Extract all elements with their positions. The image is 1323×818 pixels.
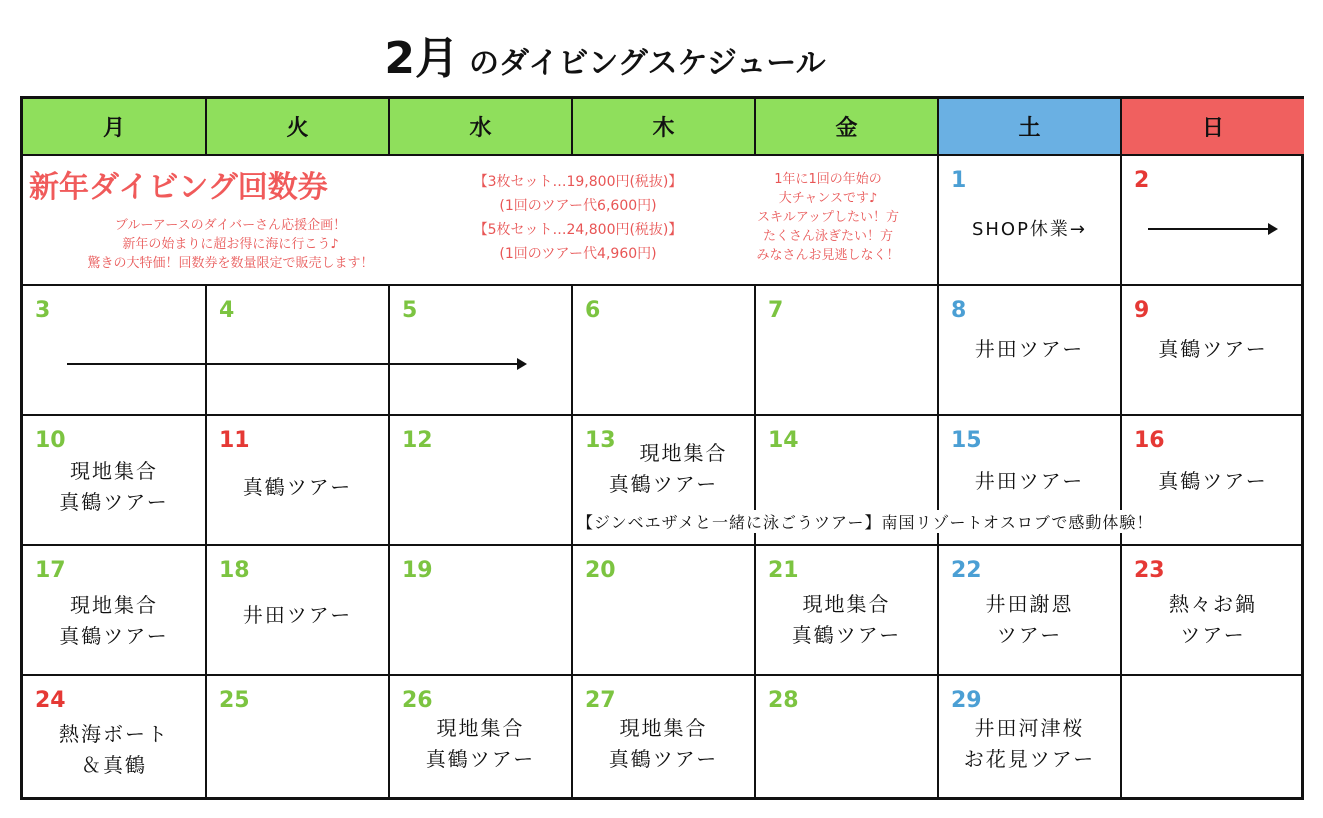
header-sun: 日	[1122, 99, 1304, 156]
event-text: 現地集合	[70, 593, 158, 617]
day-number: 8	[951, 298, 967, 323]
day-cell	[939, 676, 1122, 800]
day-number: 23	[1134, 558, 1165, 583]
event-text: 現地集合	[70, 459, 158, 483]
day-cell	[573, 546, 756, 676]
event-text: 真鶴ツアー	[791, 623, 902, 647]
page-title	[0, 22, 1210, 86]
day-number: 28	[768, 688, 799, 713]
header-thu: 木	[573, 99, 756, 156]
event-text: 真鶴ツアー	[1158, 337, 1268, 361]
day-cell	[23, 676, 207, 800]
day-number: 5	[402, 298, 418, 323]
day-cell	[207, 416, 390, 546]
event-text: 井田河津桜	[974, 716, 1085, 740]
event-text: SHOP休業→	[971, 219, 1088, 240]
promo-line: 新年の始まりに超お得に海に行こう♪	[122, 237, 339, 252]
day-number: 2	[1134, 168, 1150, 193]
day-cell	[1122, 286, 1304, 416]
day-cell	[1122, 156, 1304, 286]
event-text: 真鶴ツアー	[1158, 469, 1268, 493]
day-number: 25	[219, 688, 250, 713]
day-cell	[390, 416, 573, 546]
promo-line: 驚きの大特価！回数券を数量限定で販売します！	[87, 256, 374, 271]
event-text: ツアー	[1180, 623, 1246, 647]
title-rest: のダイビングスケジュール	[468, 46, 826, 81]
day-cell	[939, 156, 1122, 286]
day-cell	[23, 286, 207, 416]
day-number: 21	[768, 558, 799, 583]
event-text: ＆真鶴	[81, 753, 147, 777]
day-cell	[23, 416, 207, 546]
day-cell	[390, 546, 573, 676]
day-number: 9	[1134, 298, 1150, 323]
day-number: 15	[951, 428, 982, 453]
day-number: 3	[35, 298, 51, 323]
promo-price: 【3枚セット…19,800円(税抜)】	[473, 174, 683, 190]
day-cell	[207, 546, 390, 676]
header-fri: 金	[756, 99, 939, 156]
day-cell	[573, 676, 756, 800]
day-cell	[939, 286, 1122, 416]
event-text: 現地集合	[619, 716, 708, 740]
event-text: ツアー	[996, 623, 1063, 647]
event-text: 井田ツアー	[242, 603, 353, 627]
day-cell	[1122, 546, 1304, 676]
day-cell-empty	[1122, 676, 1304, 800]
event-text: 真鶴ツアー	[59, 490, 169, 514]
day-number: 7	[768, 298, 784, 323]
day-number: 6	[585, 298, 601, 323]
promo-price: 【5枚セット…24,800円(税抜)】	[473, 222, 683, 238]
event-text: 熱海ボート	[59, 722, 169, 746]
promo-note: 1年に1回の年始の	[774, 172, 882, 187]
promo-line: ブルーアースのダイバーさん応援企画！	[114, 218, 347, 233]
event-text: お花見ツアー	[963, 747, 1096, 771]
event-text: 現地集合	[802, 592, 891, 616]
day-number: 18	[219, 558, 250, 583]
day-number: 4	[219, 298, 235, 323]
day-cell	[756, 676, 939, 800]
event-text: 真鶴ツアー	[59, 624, 169, 648]
day-number: 11	[219, 428, 250, 453]
header-mon: 月	[23, 99, 207, 156]
event-text: 真鶴ツアー	[425, 747, 536, 771]
event-text: 真鶴ツアー	[242, 475, 353, 499]
day-cell	[756, 286, 939, 416]
promo-cell	[23, 156, 939, 286]
promo-note: 大チャンスです♪	[778, 191, 878, 206]
day-cell	[573, 286, 756, 416]
day-number: 24	[35, 688, 66, 713]
day-cell	[207, 676, 390, 800]
title-month: 2月	[384, 33, 459, 84]
header-tue: 火	[207, 99, 390, 156]
day-number: 22	[951, 558, 982, 583]
day-number: 13	[585, 428, 616, 453]
day-number: 19	[402, 558, 433, 583]
event-text: 井田ツアー	[974, 337, 1085, 361]
day-cell	[756, 546, 939, 676]
header-wed: 水	[390, 99, 573, 156]
closed-arrow	[1148, 228, 1276, 230]
promo-price: (1回のツアー代6,600円)	[499, 198, 657, 214]
promo-price: (1回のツアー代4,960円)	[499, 246, 657, 262]
day-number: 29	[951, 688, 982, 713]
day-number: 16	[1134, 428, 1165, 453]
day-number: 17	[35, 558, 66, 583]
closed-arrow	[67, 363, 525, 365]
day-number: 1	[951, 168, 967, 193]
event-text: 真鶴ツアー	[608, 747, 719, 771]
promo-note: たくさん泳ぎたい！方	[762, 229, 893, 244]
day-number: 27	[585, 688, 616, 713]
event-text: 真鶴ツアー	[608, 472, 719, 496]
day-cell	[939, 546, 1122, 676]
promo-note: スキルアップしたい！方	[757, 210, 899, 225]
event-text: 現地集合	[436, 716, 525, 740]
day-number: 14	[768, 428, 799, 453]
day-cell	[390, 676, 573, 800]
day-number: 10	[35, 428, 66, 453]
promo-note: みなさんお見逃しなく！	[756, 248, 900, 263]
tour-banner: 【ジンベエザメと一緒に泳ごうツアー】南国リゾートオスロブで感動体験！	[575, 510, 1155, 533]
event-text: 現地集合	[639, 441, 728, 465]
day-number: 20	[585, 558, 616, 583]
event-text: 井田謝恩	[985, 592, 1074, 616]
day-cell	[23, 546, 207, 676]
event-text: 井田ツアー	[974, 469, 1085, 493]
day-number: 12	[402, 428, 433, 453]
day-cell	[207, 286, 390, 416]
day-number: 26	[402, 688, 433, 713]
calendar-grid	[20, 96, 1304, 800]
promo-title: 新年ダイビング回数券	[29, 170, 328, 205]
event-text: 熱々お鍋	[1169, 592, 1257, 616]
header-sat: 土	[939, 99, 1122, 156]
day-cell	[390, 286, 573, 416]
